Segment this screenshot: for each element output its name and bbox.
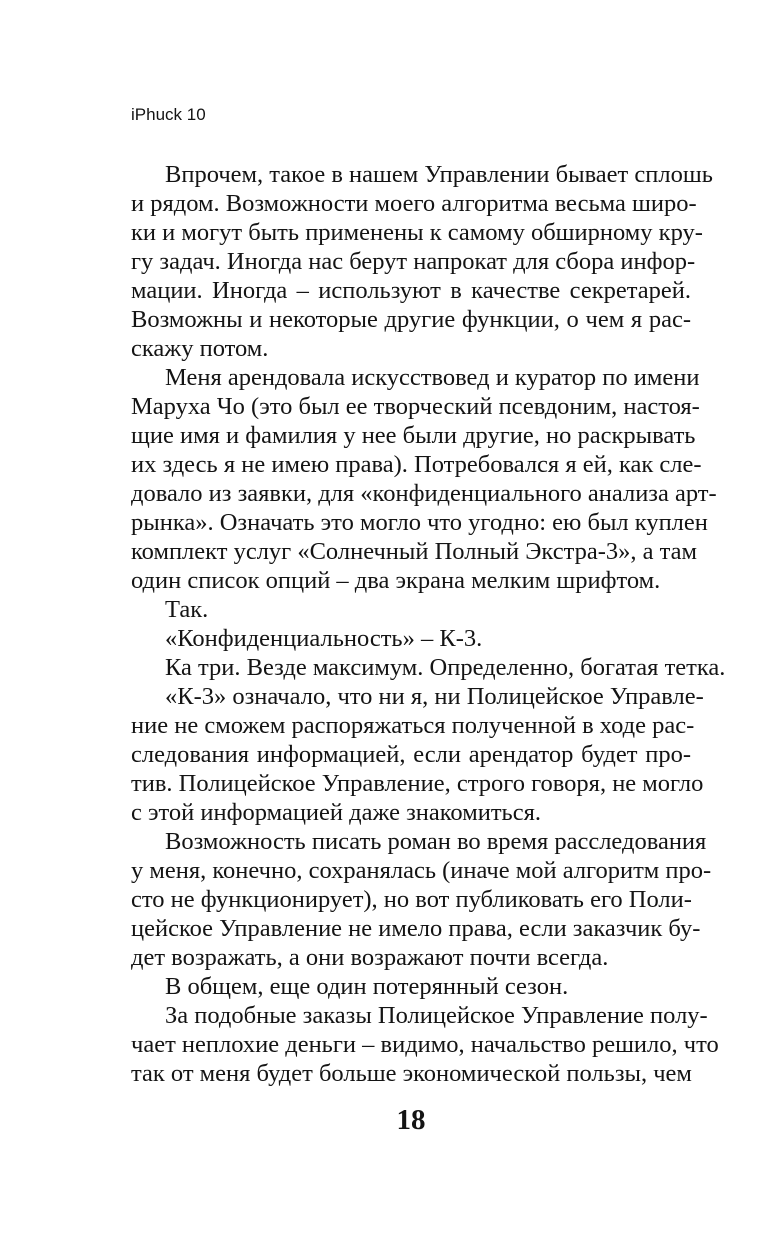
page-number: 18 [396, 1104, 426, 1136]
text-line: Так. [165, 596, 209, 623]
text-line: Меня арендовала искусствовед и куратор по имени [165, 364, 700, 391]
text-line: следования информацией, если арендатор будет про- [131, 741, 691, 768]
text-line: За подобные заказы Полицейское Управление полу- [165, 1002, 708, 1029]
text-line: чает неплохие деньги – видимо, начальство решило, что [131, 1031, 719, 1058]
text-line: щие имя и фамилия у нее были другие, но раскрывать [131, 422, 696, 449]
text-line: Возможны и некоторые другие функции, о чем я рас- [131, 306, 691, 333]
text-line: Возможность писать роман во время расследования [165, 828, 707, 855]
text-line: мации. Иногда – используют в качестве секретарей. [131, 277, 691, 304]
text-line: дет возражать, а они возражают почти всегда. [131, 944, 609, 971]
text-line: гу задач. Иногда нас берут напрокат для сбора инфор- [131, 248, 696, 275]
text-line: цейское Управление не имело права, если заказчик бу- [131, 915, 701, 942]
text-line: их здесь я не имею права). Потребовался я ей, как сле- [131, 451, 702, 478]
text-line: так от меня будет больше экономической пользы, чем [131, 1060, 692, 1087]
text-line: довало из заявки, для «конфиденциального анализа арт- [131, 480, 717, 507]
text-line: тив. Полицейское Управление, строго говоря, не могло [131, 770, 704, 797]
text-line: В общем, еще один потерянный сезон. [165, 973, 569, 1000]
text-line: комплект услуг «Солнечный Полный Экстра-3», а там [131, 538, 698, 565]
running-title: iPhuck 10 [131, 105, 206, 124]
text-line: рынка». Означать это могло что угодно: ею был куплен [131, 509, 708, 536]
text-line: Ка три. Везде максимум. Определенно, богатая тетка. [165, 654, 726, 681]
text-line: Впрочем, такое в нашем Управлении бывает сплошь [165, 161, 713, 188]
text-line: скажу потом. [131, 335, 269, 362]
text-line: «Конфиденциальность» – К-3. [165, 625, 483, 652]
text-line: Маруха Чо (это был ее творческий псевдоним, настоя- [131, 393, 700, 420]
text-line: сто не функционирует), но вот публиковать его Поли- [131, 886, 692, 913]
text-line: у меня, конечно, сохранялась (иначе мой алгоритм про- [131, 857, 712, 884]
text-line: ки и могут быть применены к самому обширному кру- [131, 219, 703, 246]
text-line: с этой информацией даже знакомиться. [131, 799, 541, 826]
text-line: ние не сможем распоряжаться полученной в ходе рас- [131, 712, 695, 739]
text-line: и рядом. Возможности моего алгоритма весьма широ- [131, 190, 697, 217]
text-line: один список опций – два экрана мелким шрифтом. [131, 567, 661, 594]
text-line: «К-3» означало, что ни я, ни Полицейское Управле- [165, 683, 704, 710]
